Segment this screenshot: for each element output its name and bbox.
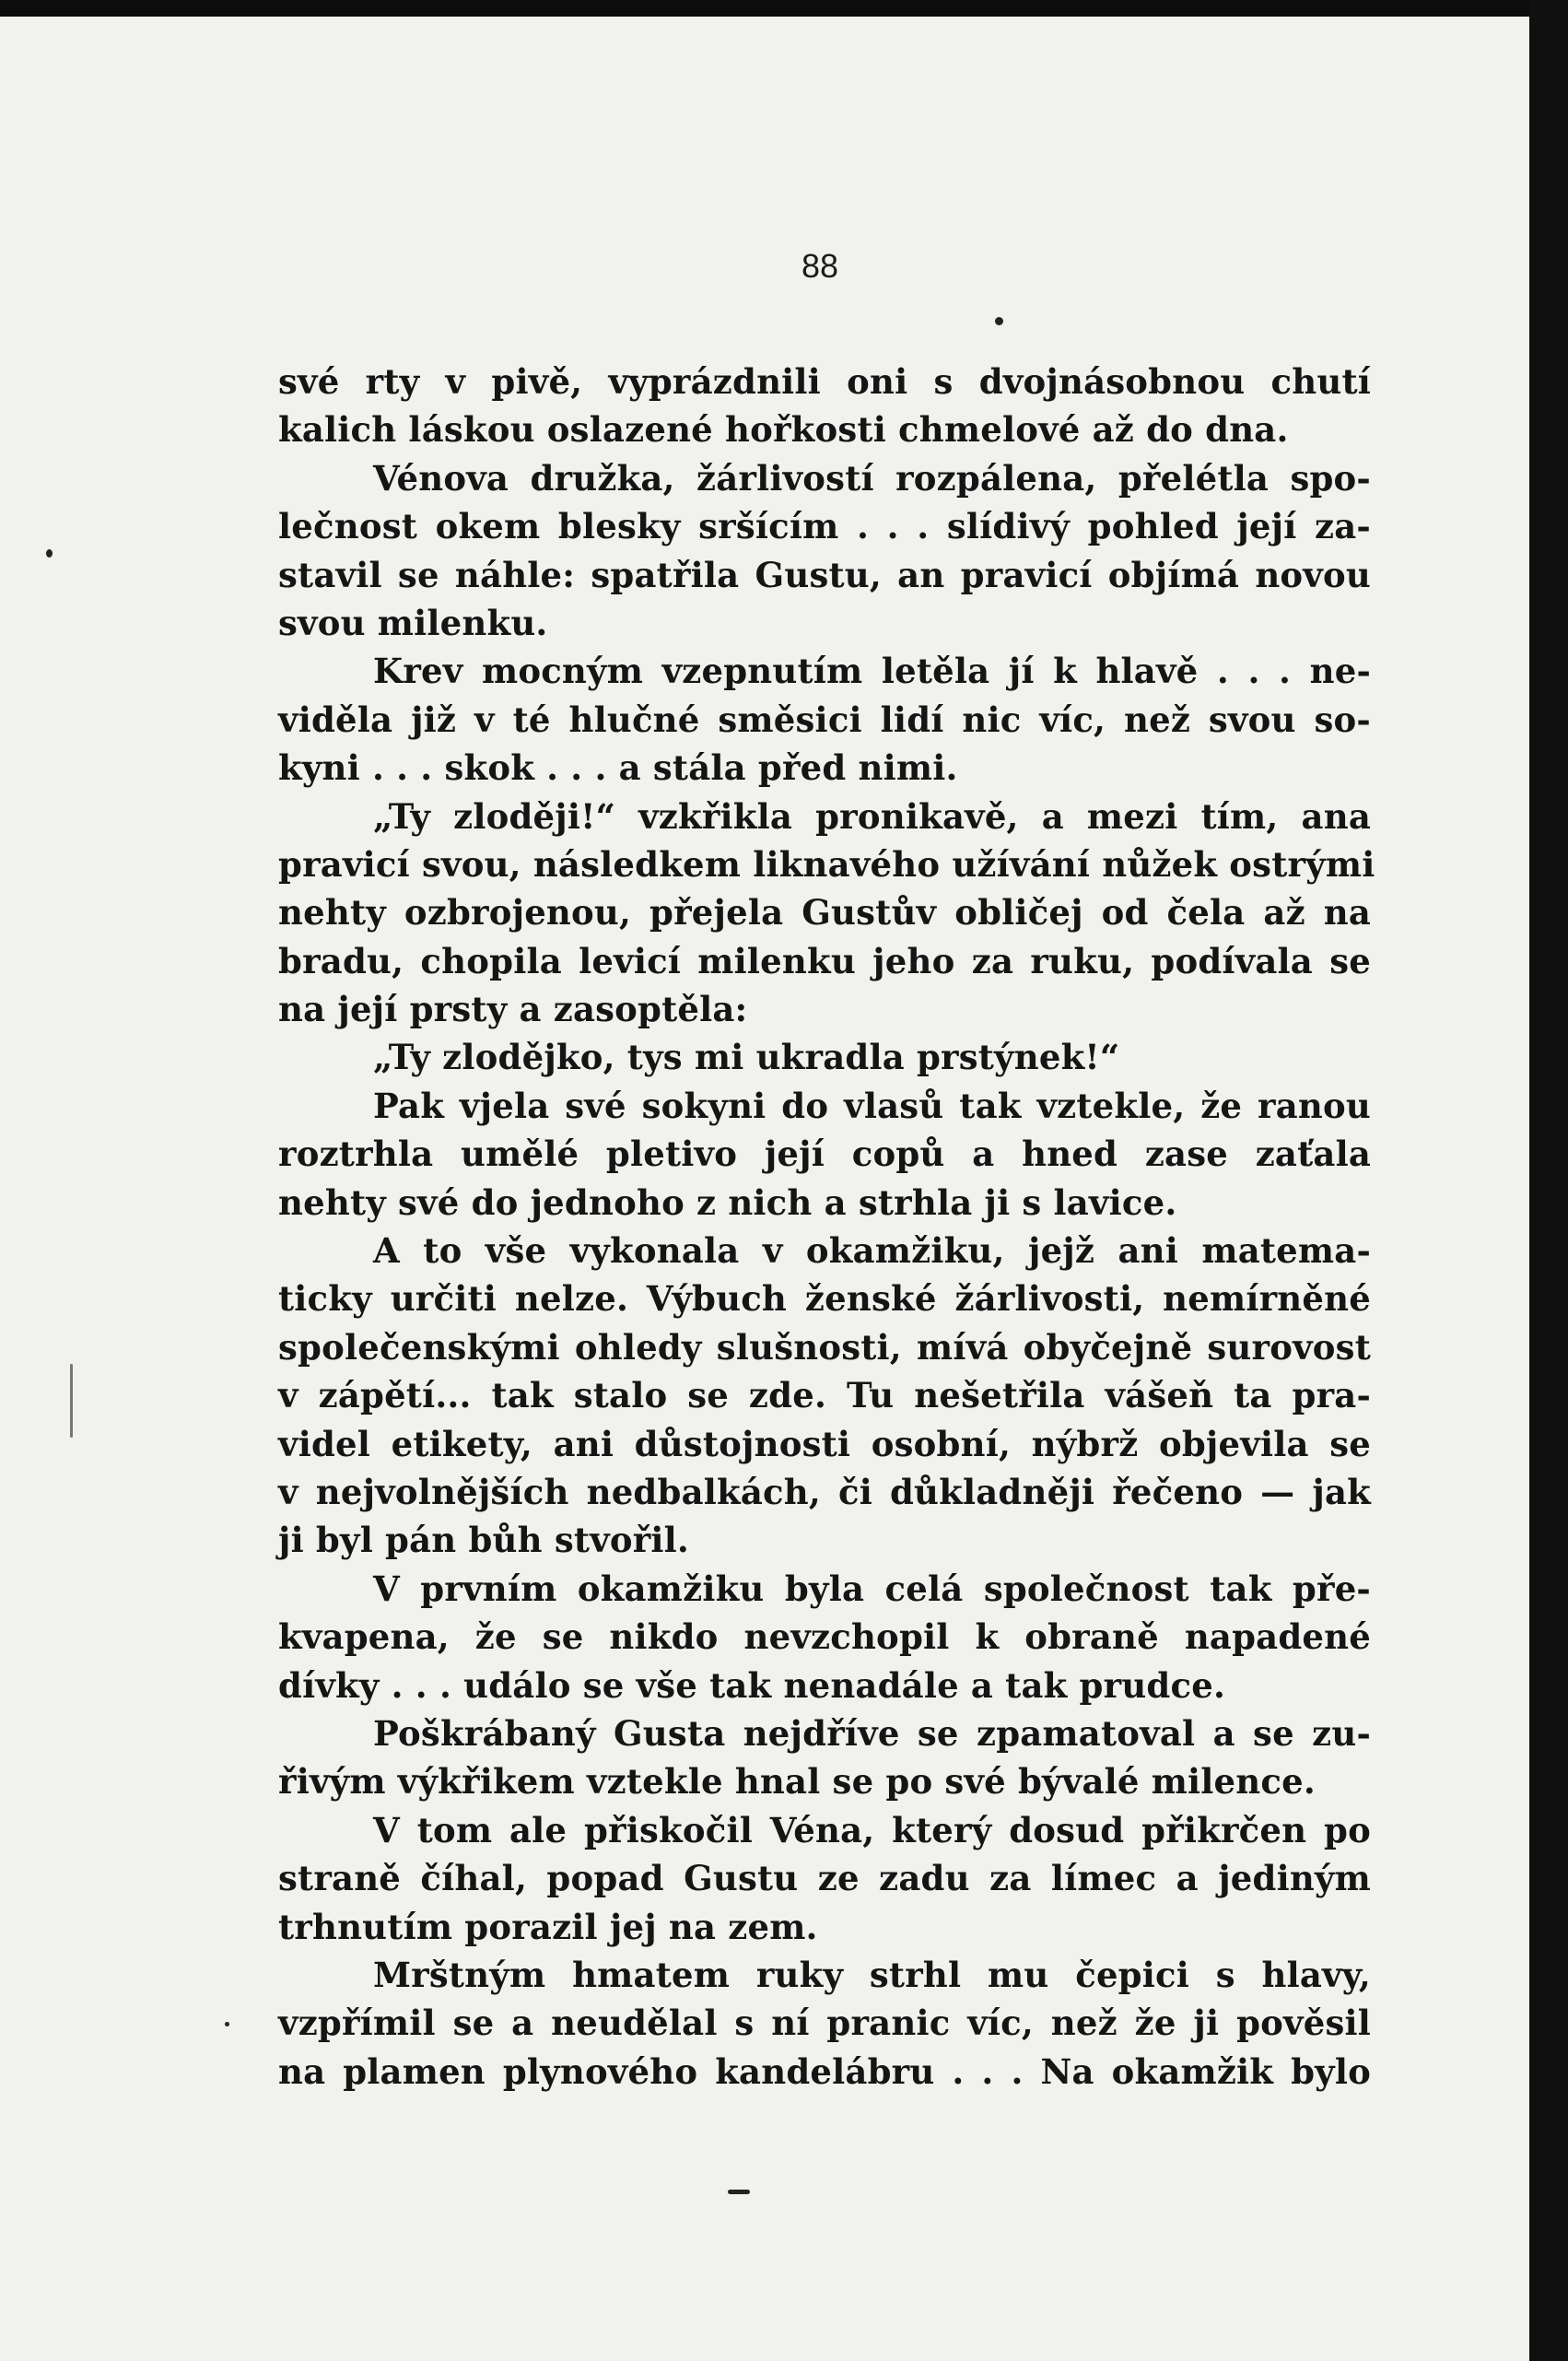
text-line: „Ty zloději!“ vzkřikla pronikavě, a mezi tím, ana [373, 795, 1371, 837]
text-line: na plamen plynového kandelábru . . . Na okamžik bylo [278, 2050, 1371, 2092]
text-line: nehty své do jednoho z nich a strhla ji s lavice. [278, 1181, 1177, 1223]
print-speck [46, 549, 53, 558]
text-line: V tom ale přiskočil Véna, který dosud přikrčen po [373, 1809, 1371, 1850]
print-speck [728, 2190, 750, 2194]
text-line: lečnost okem blesky sršícím . . . slídivý pohled její za- [278, 506, 1371, 547]
text-line: trhnutím porazil jej na zem. [278, 1906, 818, 1947]
body-text [278, 358, 1375, 2096]
text-line: v zápětí... tak stalo se zde. Tu nešetřila vášeň ta pra- [278, 1375, 1371, 1416]
print-speck [70, 1364, 73, 1438]
text-line: „Ty zlodějko, tys mi ukradla prstýnek!“ [373, 1037, 1120, 1078]
text-line: A to vše vykonala v okamžiku, jejž ani matema- [373, 1230, 1371, 1272]
text-line: na její prsty a zasoptěla: [278, 989, 748, 1030]
text-line: v nejvolnějších nedbalkách, či důkladněji řečeno — jak [278, 1471, 1371, 1512]
text-line: pravicí svou, následkem liknavého užívání nůžek ostrými [278, 843, 1375, 885]
text-line: V prvním okamžiku byla celá společnost tak pře- [373, 1568, 1371, 1609]
text-line: ticky určiti nelze. Výbuch ženské žárlivosti, nemírněné [278, 1278, 1371, 1320]
book-page [0, 17, 1529, 2361]
text-line: kvapena, že se nikdo nevzchopil k obraně napadené [278, 1616, 1371, 1658]
text-line: kyni . . . skok . . . a stála před nimi. [278, 747, 958, 789]
text-line: vzpřímil se a neudělal s ní pranic víc, než že ji pověsil [278, 2003, 1371, 2044]
text-line: straně číhal, popad Gustu ze zadu za límec a jediným [278, 1858, 1371, 1899]
text-line: roztrhla umělé pletivo její copů a hned zase zaťala [278, 1134, 1371, 1175]
text-line: stavil se náhle: spatřila Gustu, an pravicí objímá novou [278, 554, 1371, 595]
text-line: své rty v pivě, vyprázdnili oni s dvojnásobnou chutí [278, 361, 1371, 402]
text-line: Poškrábaný Gusta nejdříve se zpamatoval a se zu- [373, 1712, 1371, 1754]
page-edge [1529, 0, 1568, 2361]
text-line: kalich láskou oslazené hořkosti chmelové až do dna. [278, 409, 1289, 451]
text-line: nehty ozbrojenou, přejela Gustův obličej od čela až na [278, 892, 1371, 934]
text-line: Krev mocným vzepnutím letěla jí k hlavě . . . ne- [373, 651, 1371, 692]
text-line: bradu, chopila levicí milenku jeho za ruku, podívala se [278, 940, 1371, 981]
print-speck [225, 2022, 229, 2026]
text-line: Vénova družka, žárlivostí rozpálena, přelétla spo- [373, 457, 1371, 499]
page-number: 88 [801, 247, 839, 285]
text-line: řivým výkřikem vztekle hnal se po své bývalé milence. [278, 1761, 1316, 1803]
text-line: Mrštným hmatem ruky strhl mu čepici s hlavy, [373, 1954, 1371, 1995]
text-line: videl etikety, ani důstojnosti osobní, nýbrž objevila se [278, 1423, 1371, 1464]
text-line: ji byl pán bůh stvořil. [278, 1520, 689, 1561]
print-speck [995, 317, 1003, 325]
text-line: Pak vjela své sokyni do vlasů tak vztekle, že ranou [373, 1085, 1371, 1126]
text-line: dívky . . . událo se vše tak nenadále a tak prudce. [278, 1664, 1226, 1706]
text-line: viděla již v té hlučné směsici lidí nic víc, než svou so- [278, 699, 1371, 740]
text-line: svou milenku. [278, 602, 548, 643]
text-line: společenskými ohledy slušnosti, mívá obyčejně surovost [278, 1326, 1371, 1368]
